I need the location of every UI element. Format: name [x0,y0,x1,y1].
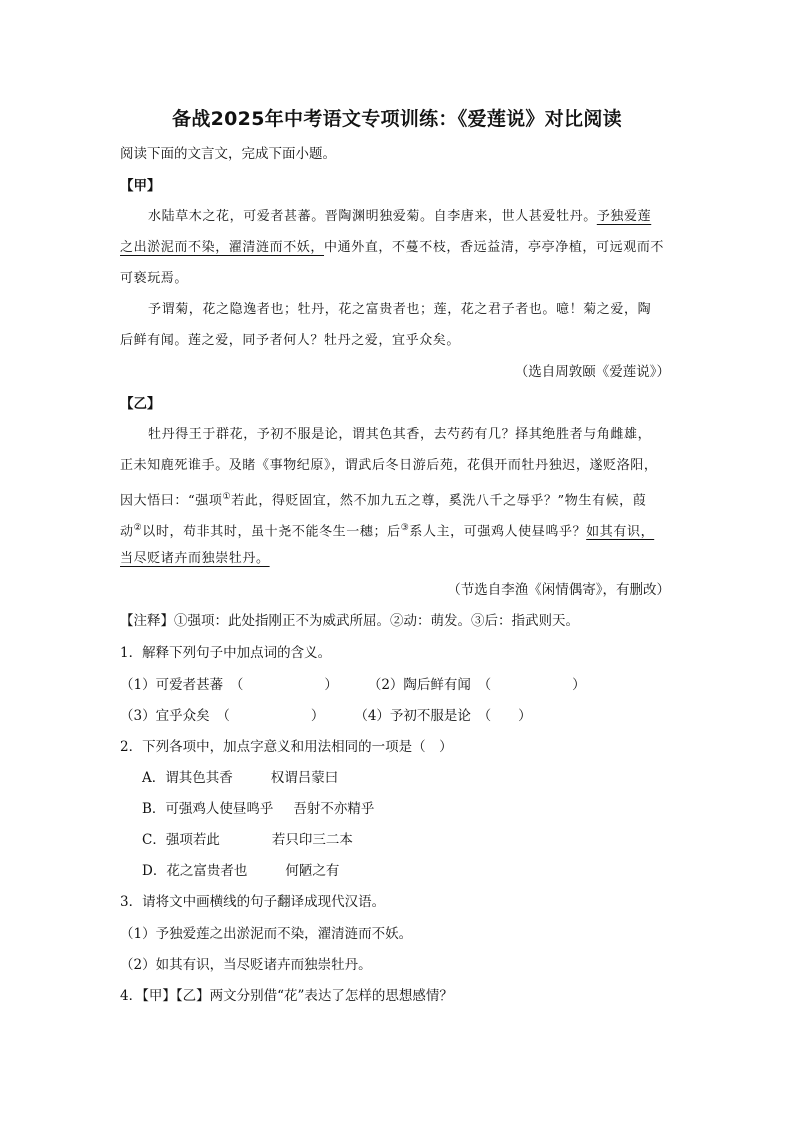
yi-text: 以时，苟非其时，虽十尧不能冬生一穗；后 [142,524,401,540]
jia-para1-line2 [120,238,664,258]
option-left: B．可强鸡人使昼鸣乎 [142,801,274,817]
option-right: 何陋之有 [285,863,340,879]
yi-line2: 正未知鹿死谁手。及睹《事物纪原》，谓武后冬日游后苑，花俱开而牡丹独迟，遂贬洛阳， [120,458,658,473]
footnote-marker: ③ [400,523,410,533]
question-3-item-2: （2）如其有识，当尽贬诸卉而独崇牡丹。 [120,957,372,973]
question-1-row2 [120,706,532,726]
option-left: D．花之富贵者也 [142,863,248,879]
section-label-yi: 【乙】 [120,396,161,412]
question-4-stem: 4．【甲】【乙】两文分别借“花”表达了怎样的思想感情？ [120,988,453,1004]
yi-line4 [120,518,654,542]
underlined-sentence: 如其有识， [586,524,655,540]
question-3-stem: 3．请将文中画横线的句子翻译成现代汉语。 [120,894,386,910]
option-left: C．强项若此 [142,832,220,848]
jia-para1-line1 [148,207,651,227]
yi-line3 [120,487,646,511]
jia-text: 中通外直，不蔓不枝，香远益清，亭亭净植，可远观而不 [324,240,665,255]
yi-line5 [120,549,270,569]
question-1-item-4: （4）予初不服是论 （ ） [354,708,532,724]
option-left: A．谓其色其香 [142,770,233,786]
jia-text: 水陆草木之花，可爱者甚蕃。晋陶渊明独爱菊。自李唐来，世人甚爱牡丹。 [148,209,597,224]
question-2-option-b [142,799,374,819]
underlined-sentence: 之出淤泥而不染，濯清涟而不妖， [120,240,325,255]
footnote-marker: ① [222,492,232,502]
question-2-option-a [142,768,338,788]
option-right: 若只印三二本 [271,832,353,848]
question-1-item-2: （2）陶后鲜有闻 （ ） [367,677,586,693]
yi-text: 若此，得贬固宜，然不加九五之尊，奚洗八千之辱乎？”物生有候，葭 [231,493,647,509]
question-2-option-c [142,830,353,850]
instruction-text: 阅读下面的文言文，完成下面小题。 [120,146,336,162]
option-right: 权谓吕蒙曰 [270,770,339,786]
question-1-row1 [120,675,586,695]
underlined-sentence: 予独爱莲 [596,209,652,224]
question-2-stem: 2．下列各项中，加点字意义和用法相同的一项是（ ） [120,739,453,755]
page-title: 备战2025年中考语文专项训练：《爱莲说》对比阅读 [172,108,622,130]
jia-para2-line2: 后鲜有闻。莲之爱，同予者何人？牡丹之爱，宜乎众矣。 [120,333,461,348]
underlined-sentence: 当尽贬诸卉而独崇牡丹。 [120,551,270,566]
option-right: 吾射不亦精乎 [293,801,375,817]
question-1-item-3: （3）宜乎众矣 （ ） [120,708,325,724]
jia-para2-line1: 予谓菊，花之隐逸者也；牡丹，花之富贵者也；莲，花之君子者也。噫！菊之爱，陶 [148,302,652,317]
yi-source: （节选自李渔《闲情偶寄》，有删改） [447,582,670,598]
question-1-stem: 1．解释下列句子中加点词的含义。 [120,645,332,661]
question-2-option-d [142,861,339,881]
annotation-notes: 【注释】①强项：此处指刚正不为威武所屈。②动：萌发。③后：指武则天。 [120,613,579,629]
yi-text: 动 [120,524,134,540]
jia-para1-line3: 可亵玩焉。 [120,271,189,286]
yi-line1: 牡丹得王于群花，予初不服是论，谓其色其香，去芍药有几？择其绝胜者与角雌雄， [148,427,652,442]
question-1-item-1: （1）可爱者甚蕃 （ ） [120,677,338,693]
yi-text: 因大悟曰：“强项 [120,493,223,509]
yi-text: 系人主，可强鸡人使昼鸣乎？ [409,524,587,540]
jia-source: （选自周敦颐《爱莲说》） [514,364,670,380]
question-3-item-1: （1）予独爱莲之出淤泥而不染，濯清涟而不妖。 [120,926,413,942]
section-label-jia: 【甲】 [120,178,161,194]
footnote-marker: ② [133,523,143,533]
